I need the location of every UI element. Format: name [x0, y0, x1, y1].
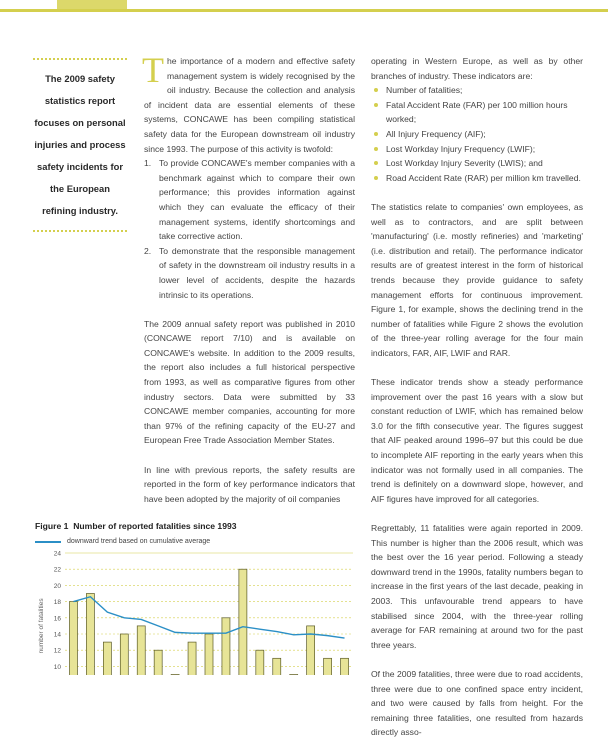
figure-title: [35, 521, 355, 531]
statistics-paragraph: The statistics relate to companies' own employees, as well as to contractors, and are split between 'manufacturing' (i.e. mostly refineries) and 'marketing' (i.e. distribution and retail). The performance indicator results are of greatest interest in the form of historical trends because they provide guidance to safety management efforts for continuous improvement. Figure 1, for example, shows the declining trend in the number of fatalities while Figure 2 shows the evolution of the three-year rolling average for the four main indicators, FAR, AIF, LWIF and RAR.: [371, 201, 583, 358]
bar: [188, 642, 196, 675]
fatality-causes-paragraph: Of the 2009 fatalities, three were due to road accidents, three were due to one confined space entry incident, and two were caused by falls from height. For the remaining three fatalities, one resulted from hazards directly asso-: [371, 668, 583, 738]
sidebar-pullquote: [33, 58, 127, 232]
drop-cap: T: [142, 50, 164, 90]
purpose-number: 1.: [144, 158, 152, 169]
figure-title-text: Number of reported fatalities since 1993: [73, 521, 237, 531]
pullquote-text: The 2009 safety statistics report focuses on personal injuries and process safety incidents for the European refining industry.: [34, 73, 126, 216]
purpose-item: [144, 244, 355, 302]
bar: [154, 650, 162, 675]
bar: [120, 634, 128, 675]
chart-legend: [35, 538, 210, 545]
indicator-item: Road Accident Rate (RAR) per million km travelled.: [371, 171, 583, 186]
y-tick-label: 18: [53, 599, 61, 607]
y-tick-label: 16: [53, 615, 61, 623]
text-column-right: [371, 54, 583, 740]
report-paragraph: The 2009 annual safety report was published in 2010 (CONCAWE report 7/10) and is available on CONCAWE's website. In addition to the 2009 results, the report also includes a full historical perspective from 1993, as well as comparative figures from other industry sectors. Data were submitted by 33 CONCAWE member companies, accounting for more than 97% of the refining capacity of the EU-27 and European Free Trade Association Member States.: [144, 318, 355, 446]
bar: [341, 658, 349, 675]
fatalities-paragraph: Regrettably, 11 fatalities were again reported in 2009. This number is higher than the 2006 result, which was the best over the 16 year period. Following a steady downward trend in the 1990s, fatality numbers began to increase in the first years of the last decade, peaking in 2003. This unfavourable trend appears to have stabilised since 2004, with the three-year rolling average for FAR remaining at around two for the past three years.: [371, 523, 583, 650]
y-tick-label: 10: [53, 663, 61, 671]
indicator-item: Fatal Accident Rate (FAR) per 100 million hours worked;: [371, 98, 583, 127]
bar: [103, 642, 111, 675]
purpose-text: To demonstrate that the responsible management of safety in the downstream oil industry results in a lower level of accidents, despite the hazards intrinsic to its operations.: [159, 245, 355, 300]
indicator-item: All Injury Frequency (AIF);: [371, 127, 583, 142]
figure-1: [35, 521, 355, 675]
bar: [137, 626, 145, 675]
bar: [205, 634, 213, 675]
bar: [222, 618, 230, 675]
bar: [69, 602, 77, 675]
indicators-lead: operating in Western Europe, as well as by other branches of industry. These indicators are:: [371, 56, 583, 81]
bar: [273, 658, 281, 675]
header-rule: [0, 9, 608, 12]
bar: [86, 594, 94, 676]
pullquote-bottom-divider: [33, 230, 127, 232]
y-tick-label: 12: [53, 647, 61, 655]
y-axis-label: number of fatalities: [38, 598, 45, 654]
legend-label: downward trend based on cumulative average: [67, 538, 211, 545]
text-column-left: [142, 50, 355, 506]
y-tick-label: 24: [53, 550, 61, 558]
bar: [307, 626, 315, 675]
purpose-list: [144, 156, 355, 302]
intro-paragraph: [142, 50, 355, 156]
fatalities-chart: [35, 547, 355, 675]
figure-label: Figure 1: [35, 521, 69, 531]
bar: [256, 650, 264, 675]
pullquote-top-divider: [33, 58, 127, 60]
y-tick-label: 14: [53, 631, 61, 639]
indicator-item: Lost Workday Injury Severity (LWIS); and: [371, 156, 583, 171]
purpose-item: [144, 156, 355, 244]
indicator-item: Number of fatalities;: [371, 83, 583, 98]
legend-swatch-trend: [35, 541, 61, 543]
y-tick-label: 20: [53, 582, 61, 590]
purpose-number: 2.: [144, 245, 152, 256]
y-tick-label: 22: [53, 566, 61, 574]
purpose-text: To provide CONCAWE's member companies with a benchmark against which to compare their own performance; this provides information against which they can evaluate the efficacy of their management systems, identify shortcomings and take corrective action.: [159, 158, 355, 242]
trend-line: [73, 597, 344, 638]
indicator-item: Lost Workday Injury Frequency (LWIF);: [371, 142, 583, 157]
indicator-list: [371, 83, 583, 185]
intro-text: he importance of a modern and effective safety management system is widely recognised by the oil industry. Because the collection and analysis of incident data are essential elements of these systems, CONCAWE has been compiling statistical safety data for the European downstream oil industry since 1993. The purpose of this activity is twofold:: [144, 56, 355, 154]
indicators-intro-paragraph: In line with previous reports, the safety results are reported in the form of key performance indicators that have been adopted by the majority of oil companies: [144, 464, 355, 504]
bar: [239, 569, 247, 675]
trends-paragraph: These indicator trends show a steady performance improvement over the past 16 years with a slow but constant reduction of LWIF, which has remained below 3.0 for the fifth consecutive year. The figures suggest that AIF peaked around 1996–97 but this could be due to incomplete AIF reporting in the early years when this indicator was not formally used in all companies. The trend is definitely on a downward slope, however, and AIF figures have improved for all categories.: [371, 377, 583, 504]
bar: [324, 658, 332, 675]
